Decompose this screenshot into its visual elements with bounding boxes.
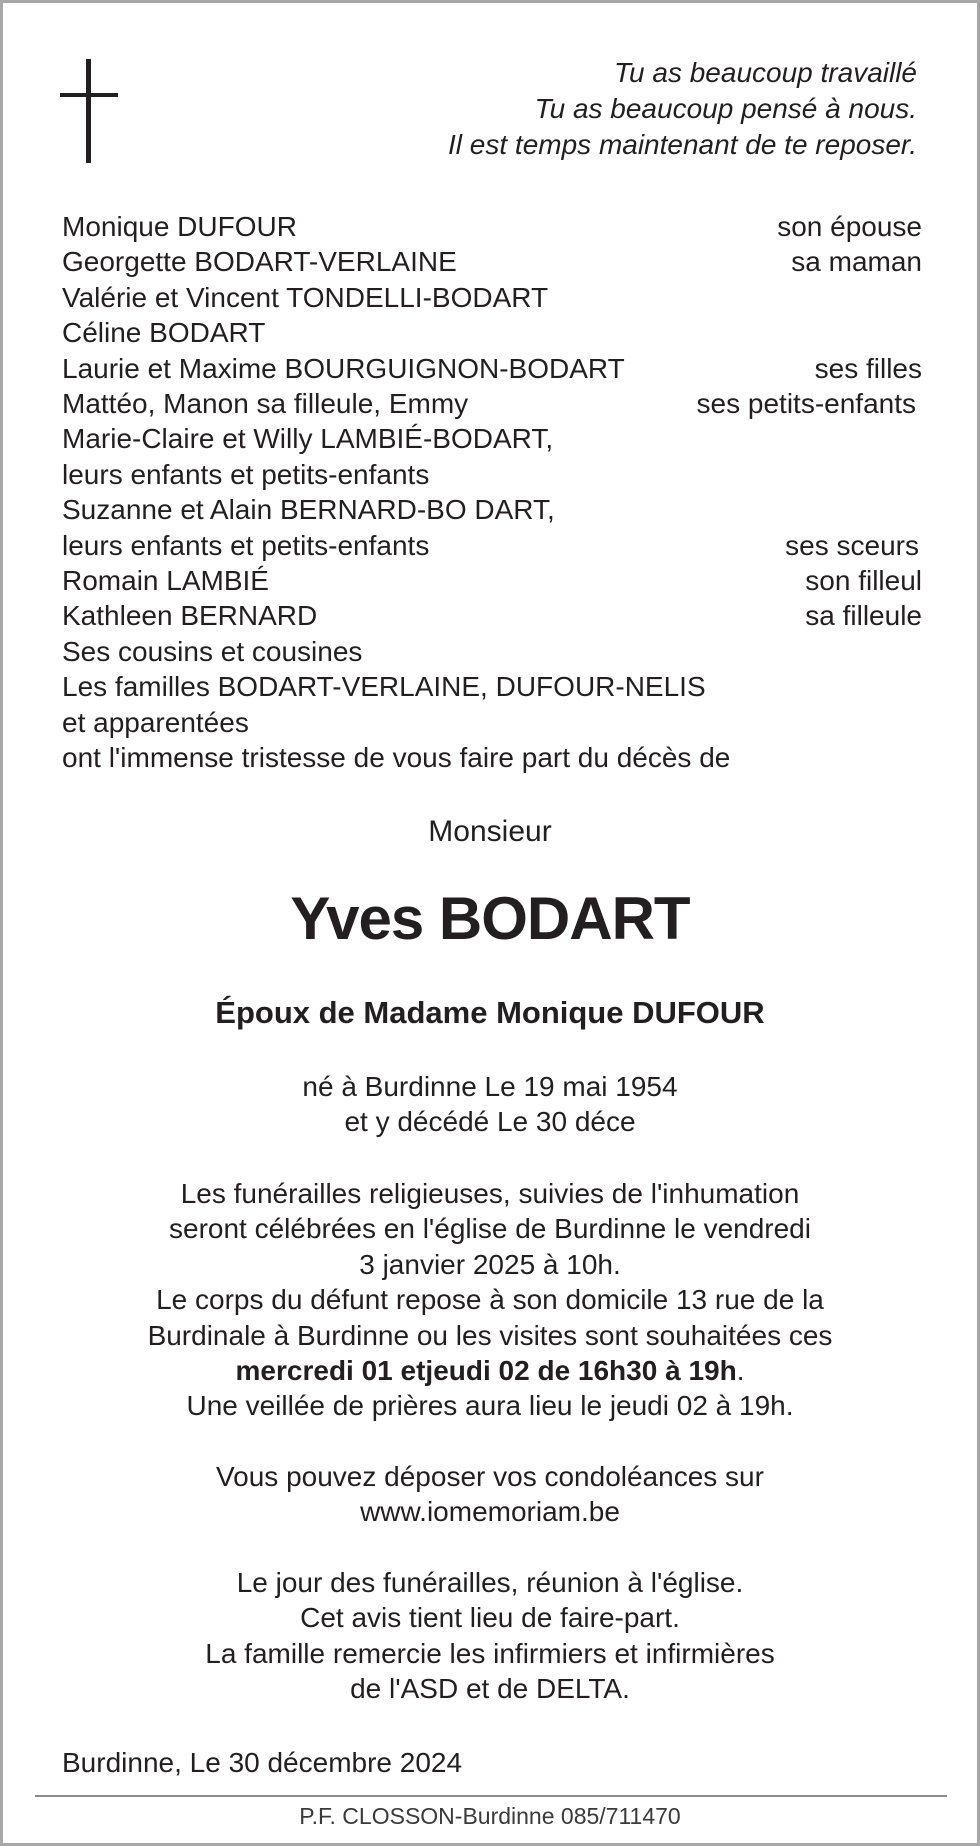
birth-line: né à Burdinne Le 19 mai 1954	[302, 1071, 678, 1102]
deceased-name: Yves BODART	[290, 885, 690, 952]
place-date: Burdinne, Le 30 décembre 2024	[62, 1747, 463, 1778]
vigil-line: Une veillée de prières aura lieu le jeudi 02 à 19h.	[186, 1390, 794, 1422]
visit-hours-end: .	[736, 1355, 745, 1387]
poem-line: Tu as beaucoup travaillé	[614, 57, 917, 88]
family-row	[62, 457, 922, 492]
family-row	[62, 669, 922, 704]
final-line: Le jour des funérailles, réunion à l'église.	[236, 1567, 744, 1598]
family-name: Ses cousins et cousines	[62, 635, 363, 667]
final-line: La famille remercie les infirmiers et infirmières	[205, 1637, 775, 1669]
funeral-line: Les funérailles religieuses, suivies de l'inhumation	[180, 1178, 800, 1209]
poem-line: Il est temps maintenant de te reposer.	[448, 129, 917, 160]
family-relation: ses filles	[814, 352, 922, 384]
final-line: Cet avis tient lieu de faire-part.	[300, 1602, 680, 1634]
death-line: et y décédé Le 30 déce	[344, 1106, 636, 1138]
condolences	[3, 1459, 977, 1530]
family-row	[62, 598, 922, 633]
family-row	[62, 315, 922, 350]
spouse-line: Époux de Madame Monique DUFOUR	[215, 995, 765, 1030]
footer-divider	[35, 1795, 947, 1797]
family-name: Suzanne et Alain BERNARD-BO DART,	[62, 494, 555, 526]
final-notes	[3, 1565, 977, 1707]
funeral-line: 3 janvier 2025 à 10h.	[359, 1248, 621, 1280]
family-name: leurs enfants et petits-enfants	[62, 529, 430, 561]
funeral-home: P.F. CLOSSON-Burdinne 085/711470	[299, 1803, 681, 1829]
birth-info	[3, 1069, 977, 1140]
family-relation: son filleul	[805, 565, 922, 597]
family-row	[62, 705, 922, 740]
family-row	[62, 740, 922, 775]
funeral-line: seront célébrées en l'église de Burdinne le vendredi	[169, 1213, 811, 1245]
cross-icon	[60, 59, 118, 163]
condolences-url: www.iomemoriam.be	[360, 1496, 620, 1528]
family-row	[62, 244, 922, 279]
family-name: Mattéo, Manon sa filleule, Emmy	[62, 388, 469, 420]
family-relation: ses petits-enfants	[696, 388, 916, 420]
final-line: de l'ASD et de DELTA.	[350, 1673, 630, 1705]
family-relation: son épouse	[777, 211, 922, 242]
family-name: Georgette BODART-VERLAINE	[62, 246, 457, 278]
family-name: Laurie et Maxime BOURGUIGNON-BODART	[62, 352, 625, 384]
title: Monsieur	[428, 815, 552, 848]
family-name: leurs enfants et petits-enfants	[62, 458, 430, 490]
family-name: Romain LAMBIÉ	[62, 565, 269, 597]
family-row	[62, 280, 922, 315]
funeral-line: Le corps du défunt repose à son domicile 13 rue de la	[156, 1284, 824, 1316]
funeral-info	[3, 1176, 977, 1424]
family-relation: ses sceurs	[785, 529, 919, 561]
family-row	[62, 634, 922, 669]
visit-hours-bold: mercredi 01 etjeudi 02 de 16h30 à 19h	[235, 1355, 737, 1387]
family-row	[62, 563, 922, 598]
funeral-line: Burdinale à Burdinne ou les visites sont souhaitées ces	[147, 1319, 833, 1351]
family-name: Les familles BODART-VERLAINE, DUFOUR-NELIS	[62, 671, 706, 703]
family-row	[62, 492, 922, 527]
family-name: Céline BODART	[62, 317, 266, 349]
visit-hours	[3, 1353, 977, 1388]
family-row	[62, 386, 922, 421]
family-list	[62, 209, 922, 776]
family-name: Marie-Claire et Willy LAMBIÉ-BODART,	[62, 423, 554, 455]
family-row	[62, 351, 922, 386]
family-relation: sa maman	[791, 246, 922, 278]
family-row	[62, 528, 922, 563]
poem	[448, 55, 917, 163]
family-row	[62, 421, 922, 456]
poem-line: Tu as beaucoup pensé à nous.	[534, 93, 917, 124]
family-name: et apparentées	[62, 706, 249, 738]
family-name: Valérie et Vincent TONDELLI-BODART	[62, 281, 549, 313]
family-name: Kathleen BERNARD	[62, 600, 318, 632]
condolences-line: Vous pouvez déposer vos condoléances sur	[216, 1461, 764, 1492]
family-name: Monique DUFOUR	[62, 211, 297, 242]
family-row	[62, 209, 922, 244]
family-relation: sa filleule	[805, 600, 922, 632]
family-name: ont l'immense tristesse de vous faire part du décès de	[62, 742, 731, 774]
